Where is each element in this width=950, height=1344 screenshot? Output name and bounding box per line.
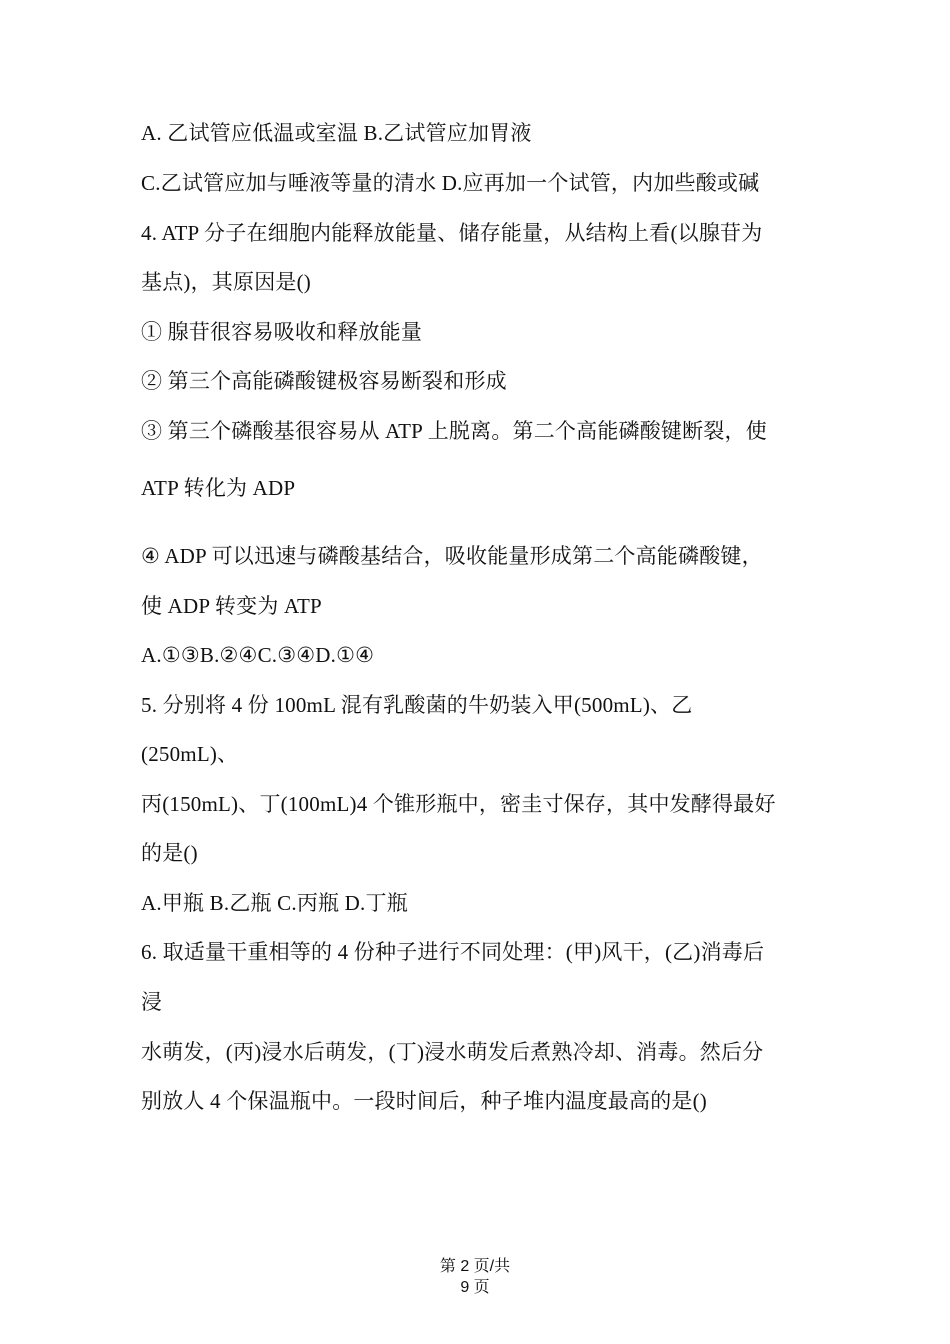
question-6-text: 6. 取适量干重相等的 4 份种子进行不同处理：(甲)风干，(乙)消毒后	[141, 940, 765, 964]
question-5-text-cont-3: 的是()	[141, 841, 198, 865]
question-4-options: A.①③B.②④C.③④D.①④	[141, 643, 375, 667]
question-5-text-cont-1: (250mL)、	[141, 742, 239, 766]
statement-1: ① 腺苷很容易吸收和释放能量	[141, 320, 423, 344]
statement-2: ② 第三个高能磷酸键极容易断裂和形成	[141, 369, 507, 393]
statement-4-cont: 使 ADP 转变为 ATP	[141, 594, 322, 618]
statement-4: ④ ADP 可以迅速与磷酸基结合，吸收能量形成第二个高能磷酸键，	[141, 544, 763, 568]
statement-3-cont: ATP 转化为 ADP	[141, 476, 296, 500]
question-5-text: 5. 分别将 4 份 100mL 混有乳酸菌的牛奶装入甲(500mL)、乙	[141, 693, 693, 717]
question-5-options: A.甲瓶 B.乙瓶 C.丙瓶 D.丁瓶	[141, 891, 408, 915]
question-4-text-cont: 基点)，其原因是()	[141, 270, 311, 294]
statement-3: ③ 第三个磷酸基很容易从 ATP 上脱离。第二个高能磷酸键断裂，使	[141, 419, 767, 443]
question-5-text-cont-2: 丙(150mL)、丁(100mL)4 个锥形瓶中，密圭寸保存，其中发酵得最好	[141, 792, 776, 816]
page-number-line-1: 第 2 页/共	[439, 1258, 511, 1275]
question-6-text-cont-2: 水萌发，(丙)浸水后萌发，(丁)浸水萌发后煮熟冷却、消毒。然后分	[141, 1040, 764, 1064]
question-4-text: 4. ATP 分子在细胞内能释放能量、储存能量，从结构上看(以腺苷为	[141, 221, 763, 245]
option-line-c-d: C.乙试管应加与唾液等量的清水 D.应再加一个试管，内加些酸或碱	[141, 171, 760, 195]
page-number-line-2: 9 页	[460, 1279, 490, 1296]
option-line-a-b: A. 乙试管应低温或室温 B.乙试管应加胃液	[141, 121, 532, 145]
question-6-text-cont-3: 别放人 4 个保温瓶中。一段时间后，种子堆内温度最高的是()	[141, 1089, 707, 1113]
question-6-text-cont-1: 浸	[141, 990, 163, 1014]
